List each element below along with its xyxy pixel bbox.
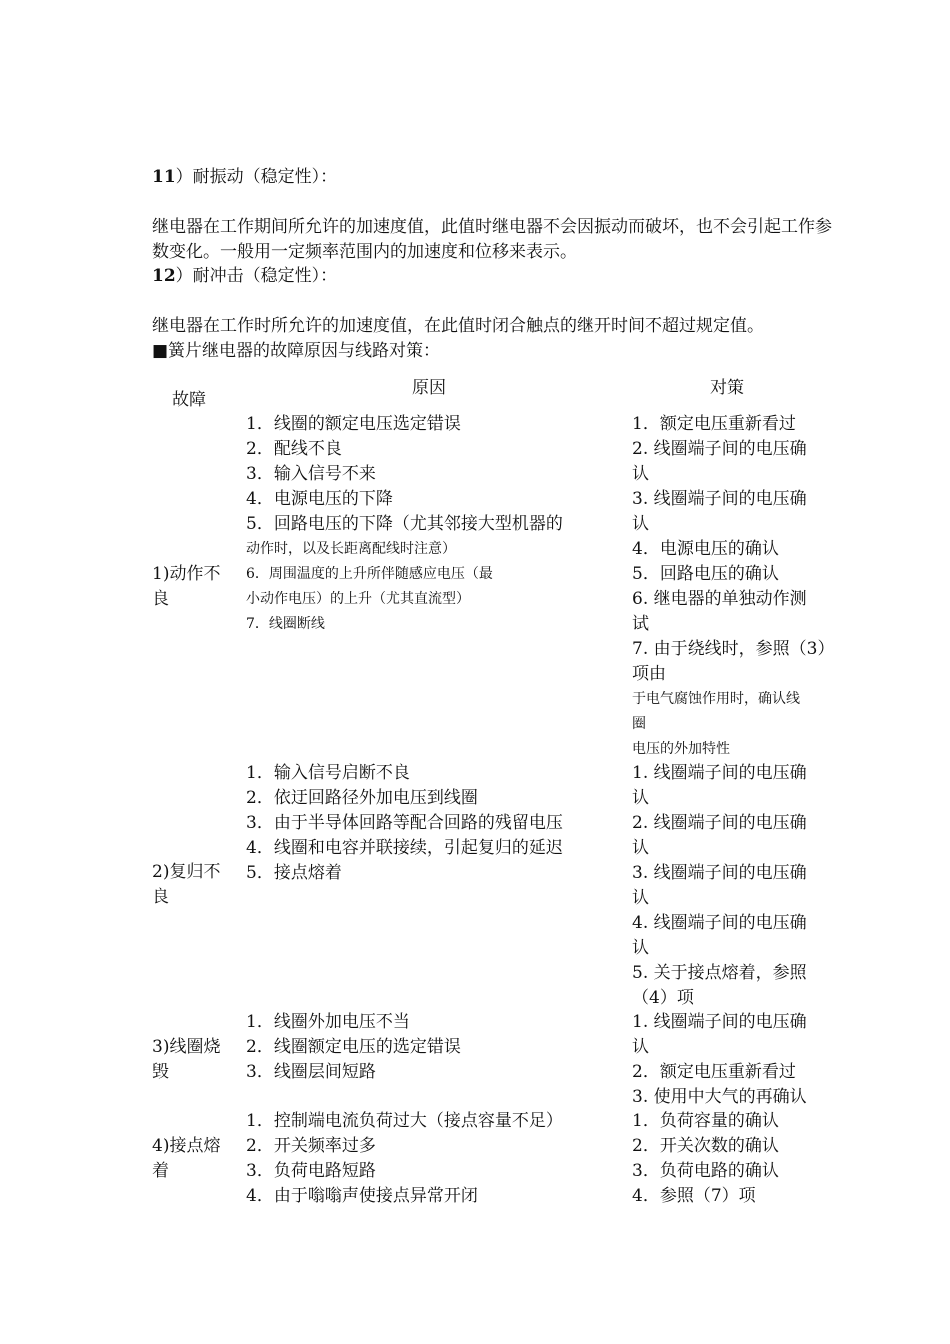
measure-item: 3. 线圈端子间的电压确 <box>632 863 807 883</box>
cause-list <box>246 412 563 637</box>
cause-item: 2．线圈额定电压的选定错误 <box>246 1037 461 1057</box>
measure-item: 认 <box>632 1037 649 1057</box>
measure-item: 3. 使用中大气的再确认 <box>632 1087 807 1107</box>
section-heading: 11）耐振动（稳定性）： <box>152 167 338 187</box>
measure-item: 5. 关于接点熔着，参照 <box>632 963 807 983</box>
measure-item: 3. 线圈端子间的电压确 <box>632 489 807 509</box>
cause-item: 4．由于嗡嗡声使接点异常开闭 <box>246 1186 478 1206</box>
measure-list <box>632 1010 807 1110</box>
cause-item: 3．线圈层间短路 <box>246 1062 376 1082</box>
header-measure: 对策 <box>710 378 744 398</box>
measure-item: 电压的外加特性 <box>632 741 730 757</box>
cause-list <box>246 1109 563 1209</box>
section-heading: 12）耐冲击（稳定性）： <box>152 266 338 286</box>
cause-item: 小动作电压）的上升（尤其直流型） <box>246 591 470 607</box>
cause-item: 1．线圈的额定电压选定错误 <box>246 414 461 434</box>
fault-cell: 3)线圈烧 毁 <box>152 1037 221 1082</box>
measure-item: 认 <box>632 464 649 484</box>
measure-item: 4．参照（7）项 <box>632 1186 756 1206</box>
measure-item: 2. 线圈端子间的电压确 <box>632 813 807 833</box>
cause-item: 2．配线不良 <box>246 439 342 459</box>
measure-item: 1．负荷容量的确认 <box>632 1111 779 1131</box>
cause-list <box>246 1010 461 1085</box>
cause-item: 3．负荷电路短路 <box>246 1161 376 1181</box>
measure-item: 1．额定电压重新看过 <box>632 414 796 434</box>
header-cause: 原因 <box>412 378 446 398</box>
measure-item: 试 <box>632 614 649 634</box>
measure-item: 6. 继电器的单独动作测 <box>632 589 807 609</box>
measure-list <box>632 412 834 762</box>
measure-item: 4．电源电压的确认 <box>632 539 779 559</box>
cause-item: 5．回路电压的下降（尤其邻接大型机器的 <box>246 514 563 534</box>
measure-item: 5．回路电压的确认 <box>632 564 779 584</box>
cause-item: 6．周围温度的上升所伴随感应电压（最 <box>246 566 493 582</box>
cause-item: 7．线圈断线 <box>246 616 325 632</box>
cause-item: 1．控制端电流负荷过大（接点容量不足） <box>246 1111 563 1131</box>
measure-item: 2. 线圈端子间的电压确 <box>632 439 807 459</box>
cause-item: 3．输入信号不来 <box>246 464 376 484</box>
measure-item: 2．额定电压重新看过 <box>632 1062 796 1082</box>
measure-item: 7. 由于绕线时，参照（3） <box>632 639 835 659</box>
cause-list <box>246 761 563 886</box>
measure-item: 1. 线圈端子间的电压确 <box>632 1012 807 1032</box>
cause-item: 5．接点熔着 <box>246 863 342 883</box>
measure-item: 1. 线圈端子间的电压确 <box>632 763 807 783</box>
cause-item: 4．电源电压的下降 <box>246 489 393 509</box>
section-body: 继电器在工作时所允许的加速度值，在此值时闭合触点的继开时间不超过规定值。 <box>152 316 764 336</box>
cause-item: 2．依迂回路径外加电压到线圈 <box>246 788 478 808</box>
measure-item: 项由 <box>632 664 666 684</box>
measure-item: 认 <box>632 514 649 534</box>
cause-item: 3．由于半导体回路等配合回路的残留电压 <box>246 813 563 833</box>
measure-list <box>632 1109 779 1209</box>
fault-cell: 2)复归不 良 <box>152 862 221 907</box>
cause-item: 4．线圈和电容并联接续，引起复归的延迟 <box>246 838 563 858</box>
measure-item: 圈 <box>632 716 646 732</box>
measure-item: 认 <box>632 938 649 958</box>
cause-item: 2．开关频率过多 <box>246 1136 376 1156</box>
fault-cell: 4)接点熔 着 <box>152 1136 221 1181</box>
table-title: ■簧片继电器的故障原因与线路对策： <box>152 341 441 361</box>
fault-cell: 1)动作不 良 <box>152 564 221 609</box>
cause-item: 1．线圈外加电压不当 <box>246 1012 410 1032</box>
measure-item: 2．开关次数的确认 <box>632 1136 779 1156</box>
measure-item: 认 <box>632 788 649 808</box>
measure-item: 认 <box>632 838 649 858</box>
measure-item: 认 <box>632 888 649 908</box>
section-body: 继电器在工作期间所允许的加速度值，此值时继电器不会因振动而破坏，也不会引起工作参数变化。一般用一定频率范围内的加速度和位移来表示。 <box>152 217 832 262</box>
measure-item: 4. 线圈端子间的电压确 <box>632 913 807 933</box>
cause-item: 1．输入信号启断不良 <box>246 763 410 783</box>
measure-item: 于电气腐蚀作用时，确认线 <box>632 691 800 707</box>
cause-item: 动作时，以及长距离配线时注意） <box>246 541 456 557</box>
measure-item: （4）项 <box>632 988 694 1008</box>
header-fault: 故障 <box>172 390 206 410</box>
measure-list <box>632 761 807 1011</box>
measure-item: 3．负荷电路的确认 <box>632 1161 779 1181</box>
